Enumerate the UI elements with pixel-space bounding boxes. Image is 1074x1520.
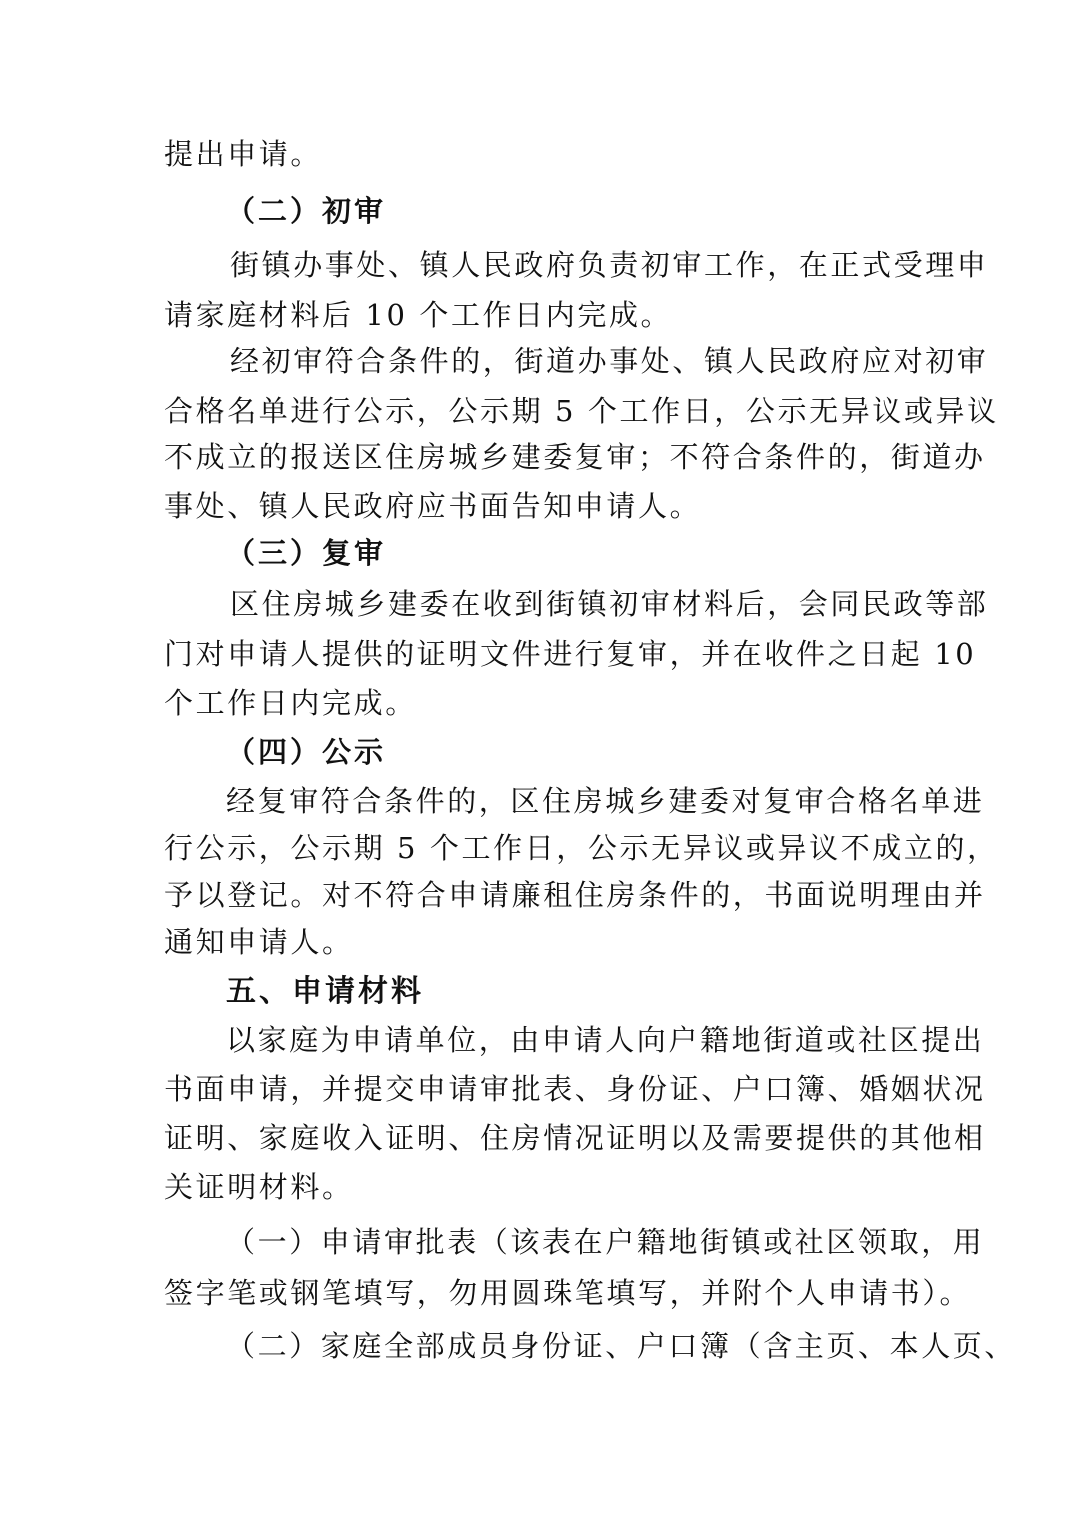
paragraph-line: 个工作日内完成。 [164,686,417,720]
paragraph-line: 书面申请，并提交申请审批表、身份证、户口簿、婚姻状况 [164,1072,986,1106]
paragraph-line: 证明、家庭收入证明、住房情况证明以及需要提供的其他相 [164,1121,986,1155]
paragraph-line: 签字笔或钢笔填写，勿用圆珠笔填写，并附个人申请书）。 [164,1276,972,1310]
paragraph-line: 不成立的报送区住房城乡建委复审；不符合条件的，街道办 [164,440,986,474]
paragraph-line: （一）申请审批表（该表在户籍地街镇或社区领取，用 [226,1225,985,1259]
subheading-public-notice: （四）公示 [226,735,387,769]
paragraph-line: 行公示，公示期 5 个工作日，公示无异议或异议不成立的， [164,831,999,865]
paragraph-line: 事处、镇人民政府应书面告知申请人。 [164,489,702,523]
paragraph-line: 关证明材料。 [164,1170,354,1204]
paragraph-line: （二）家庭全部成员身份证、户口簿（含主页、本人页、 [226,1329,1017,1363]
subheading-second-review: （三）复审 [226,536,387,570]
paragraph-line: 街镇办事处、镇人民政府负责初审工作，在正式受理申 [230,248,989,282]
paragraph-line: 合格名单进行公示，公示期 5 个工作日，公示无异议或异议 [164,394,999,428]
paragraph-line: 门对申请人提供的证明文件进行复审，并在收件之日起 10 [164,637,977,671]
section-title-application-materials: 五、申请材料 [226,974,424,1009]
subheading-preliminary-review: （二）初审 [226,194,387,228]
paragraph-line: 以家庭为申请单位，由申请人向户籍地街道或社区提出 [226,1023,985,1057]
paragraph-line: 通知申请人。 [164,925,354,959]
paragraph-line: 区住房城乡建委在收到街镇初审材料后，会同民政等部 [230,587,989,621]
paragraph-line: 请家庭材料后 10 个工作日内完成。 [164,298,673,332]
paragraph-line: 提出申请。 [164,137,323,171]
paragraph-line: 经复审符合条件的，区住房城乡建委对复审合格名单进 [226,784,985,818]
paragraph-line: 经初审符合条件的，街道办事处、镇人民政府应对初审 [230,344,989,378]
paragraph-line: 予以登记。对不符合申请廉租住房条件的，书面说明理由并 [164,878,986,912]
